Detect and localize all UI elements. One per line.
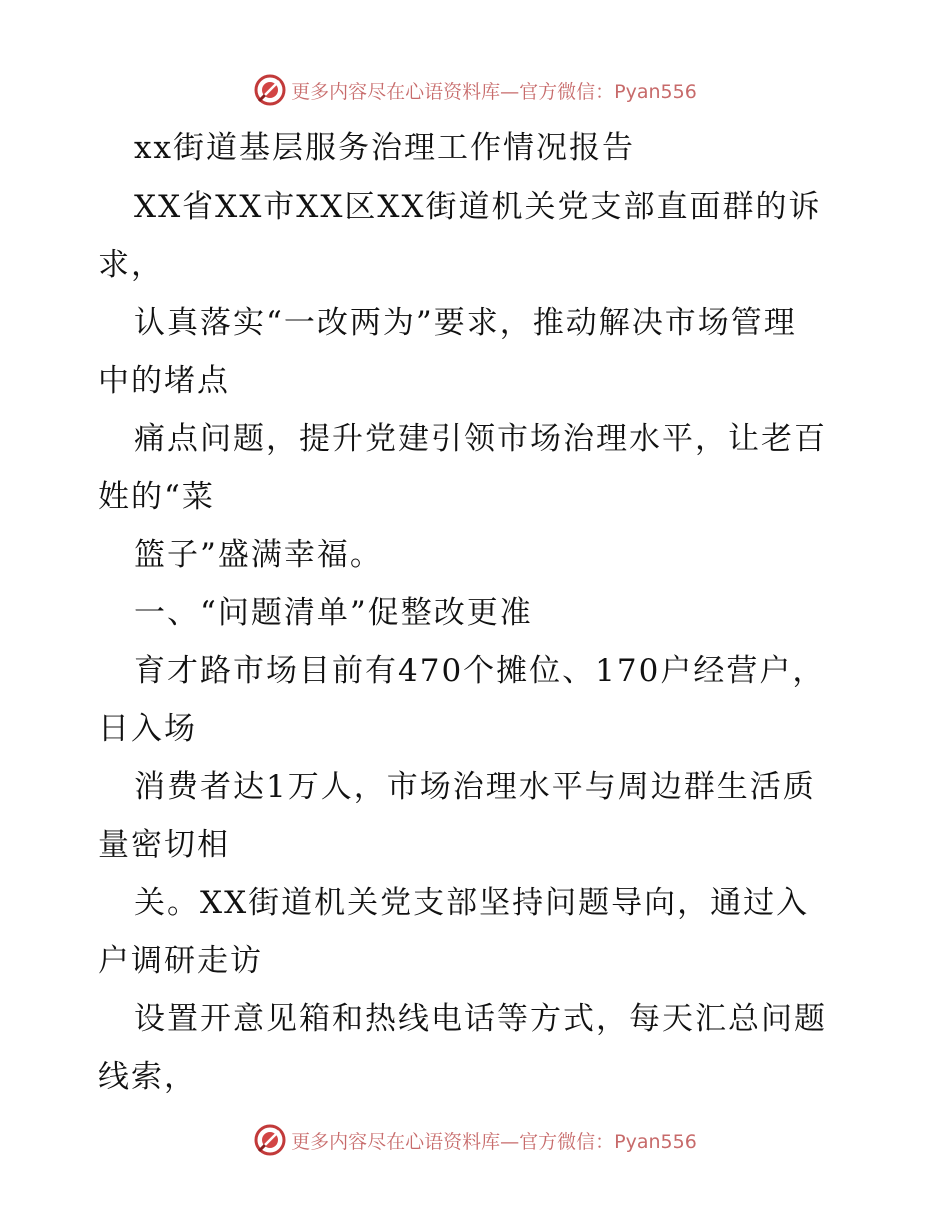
- pen-logo-icon: [253, 73, 287, 107]
- banner-text: 更多内容尽在心语资料库—官方微信：: [291, 80, 615, 103]
- paragraph-line: 日入场: [98, 711, 197, 747]
- section-heading: 一、“问题清单”促整改更准: [134, 595, 533, 631]
- footer-watermark-banner: [0, 1120, 950, 1160]
- paragraph-line: 育才路市场目前有470个摊位、170户经营户，: [134, 653, 826, 689]
- paragraph-line: 篮子”盛满幸福。: [134, 537, 383, 573]
- paragraph-line: XX省XX市XX区XX街道机关党支部直面群的诉: [134, 189, 822, 225]
- document-title: xx街道基层服务治理工作情况报告: [134, 130, 635, 166]
- header-watermark-banner: [0, 70, 950, 110]
- paragraph-line: 姓的“菜: [98, 479, 215, 515]
- paragraph-line: 求，: [98, 247, 164, 283]
- paragraph-line: 关。XX街道机关党支部坚持问题导向，通过入: [134, 885, 810, 921]
- banner-account: Pyan556: [614, 80, 697, 103]
- paragraph-line: 设置开意见箱和热线电话等方式，每天汇总问题: [134, 1001, 827, 1037]
- banner-text: 更多内容尽在心语资料库—官方微信：: [291, 1130, 615, 1153]
- paragraph-line: 痛点问题，提升党建引领市场治理水平，让老百: [134, 421, 827, 457]
- pen-logo-icon: [253, 1123, 287, 1157]
- paragraph-line: 消费者达1万人，市场治理水平与周边群生活质: [134, 769, 816, 805]
- paragraph-line: 中的堵点: [98, 363, 230, 399]
- paragraph-line: 认真落实“一改两为”要求，推动解决市场管理: [134, 305, 797, 341]
- paragraph-line: 户调研走访: [98, 943, 263, 979]
- paragraph-line: 量密切相: [98, 827, 230, 863]
- paragraph-line: 线索，: [98, 1059, 197, 1095]
- banner-account: Pyan556: [614, 1130, 697, 1153]
